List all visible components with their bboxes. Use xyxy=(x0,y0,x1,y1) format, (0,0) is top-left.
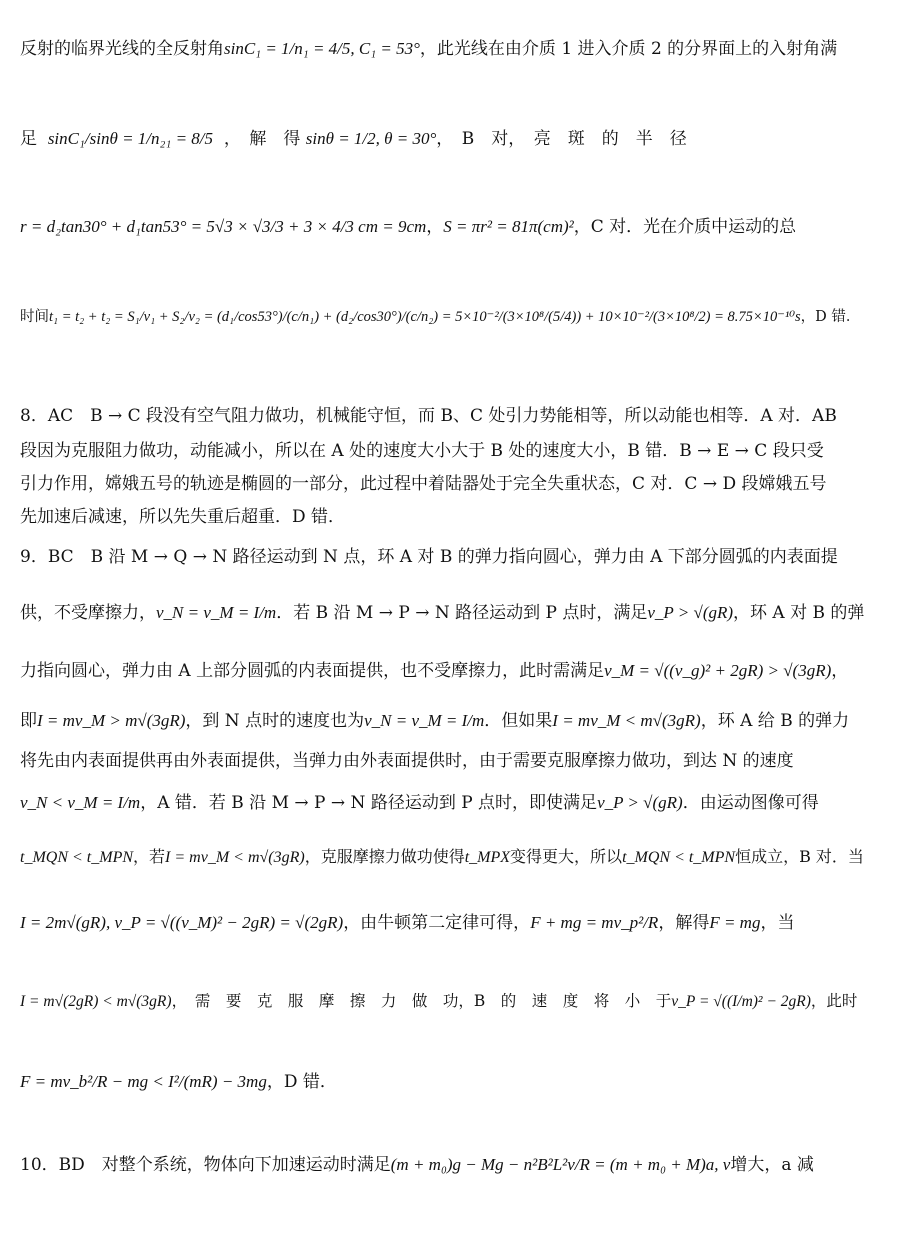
text-line: 反射的临界光线的全反射角sinC₁ = 1/n₁ = 4/5, C₁ = 53°，此光线在由介质 1 进入介质 2 的分界面上的入射角满 xyxy=(20,39,838,59)
text-line: 将先由内表面提供再由外表面提供，当弹力由外表面提供时，由于需要克服摩擦力做功，到达 N 的速度 xyxy=(20,751,794,771)
text-line: v_N < v_M = I/m，A 错．若 B 沿 M → P → N 路径运动到 P 点时，即使满足v_P > √(gR)．由运动图像可得 xyxy=(20,793,819,813)
text-line: 8．AC B → C 段没有空气阻力做功，机械能守恒，而 B、C 处引力势能相等，所以动能也相等．A 对．AB xyxy=(20,406,837,426)
text-line: t_MQN < t_MPN，若I = mv_M < m√(3gR)，克服摩擦力做功使得t_MPX变得更大，所以t_MQN < t_MPN恒成立，B 对．当 xyxy=(20,847,864,866)
text-line: 先加速后减速，所以先失重后超重．D 错． xyxy=(20,507,346,527)
text-line: 引力作用，嫦娥五号的轨迹是椭圆的一部分，此过程中着陆器处于完全失重状态，C 对．C → D 段嫦娥五号 xyxy=(20,474,827,494)
text-line: 10．BD 对整个系统，物体向下加速运动时满足(m + m₀)g − Mg − n²B²L²v/R = (m + m₀ + M)a, v增大，a 减 xyxy=(20,1155,814,1175)
text-line: r = d₂tan30° + d₁tan53° = 5√3 × √3/3 + 3 × 4/3 cm = 9cm，S = πr² = 81π(cm)²，C 对．光在介质中运动的总 xyxy=(20,217,797,237)
text-line: F = mv_b²/R − mg < I²/(mR) − 3mg，D 错． xyxy=(20,1072,337,1092)
text-line: 9．BC B 沿 M → Q → N 路径运动到 N 点，环 A 对 B 的弹力指向圆心，弹力由 A 下部分圆弧的内表面提 xyxy=(20,547,838,567)
text-line: 力指向圆心，弹力由 A 上部分圆弧的内表面提供，也不受摩擦力，此时需满足v_M = √((v_g)² + 2gR) > √(3gR)， xyxy=(20,661,849,681)
text-line: I = 2m√(gR), v_P = √((v_M)² − 2gR) = √(2gR)，由牛顿第二定律可得，F + mg = mv_p²/R，解得F = mg，当 xyxy=(20,913,795,933)
text-line: I = m√(2gR) < m√(3gR)， 需 要 克 服 摩 擦 力 做 功，B 的 速 度 将 小 于v_P = √((I/m)² − 2gR)，此时 xyxy=(20,992,858,1010)
text-line: 段因为克服阻力做功，动能减小，所以在 A 处的速度大小大于 B 处的速度大小，B 错．B → E → C 段只受 xyxy=(20,441,824,461)
text-line: 时间t₁ = t₂ + t₂ = S₁/v₁ + S₂/v₂ = (d₁/cos53°)/(c/n₁) + (d₂/cos30°)/(c/n₂) = 5×10⁻²/(3×10⁸/(5/4)) + 10×10⁻²/(3×10⁸/2) = 8.75×10⁻¹⁰s，D 错． xyxy=(20,309,861,325)
text-line: 即I = mv_M > m√(3gR)，到 N 点时的速度也为v_N = v_M = I/m．但如果I = mv_M < m√(3gR)，环 A 给 B 的弹力 xyxy=(20,711,850,731)
text-line: 足 sinC₁/sinθ = 1/n₂₁ = 8/5 ， 解 得 sinθ = 1/2, θ = 30°， B 对， 亮 斑 的 半 径 xyxy=(20,129,687,149)
text-line: 供，不受摩擦力，v_N = v_M = I/m．若 B 沿 M → P → N 路径运动到 P 点时，满足v_P > √(gR)，环 A 对 B 的弹 xyxy=(20,603,865,623)
